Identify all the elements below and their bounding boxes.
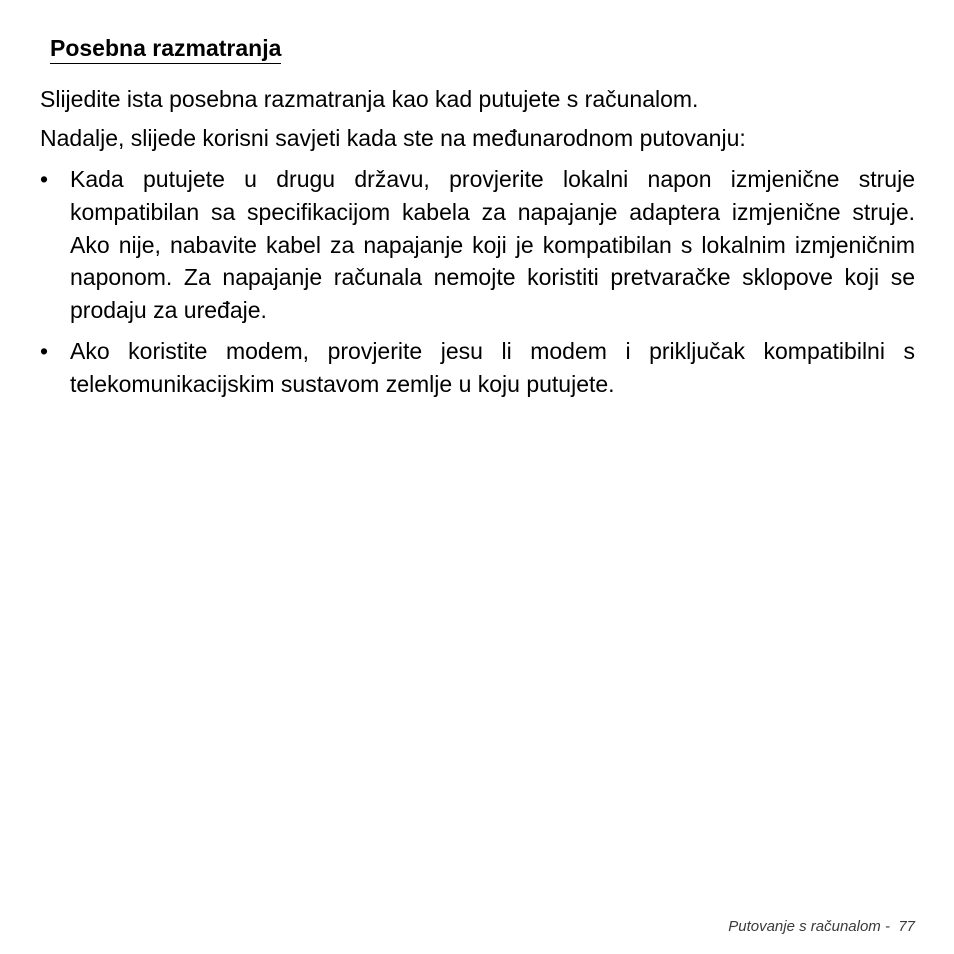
tips-list [40, 163, 915, 409]
page-number: 77 [898, 918, 915, 935]
bullet-icon: • [40, 166, 49, 192]
section-title: Posebna razmatranja [50, 33, 281, 64]
tips-intro-paragraph: Nadalje, slijede korisni savjeti kada ste na međunarodnom putovanju: [40, 125, 746, 151]
bullet-icon: • [40, 337, 49, 364]
page-footer [728, 918, 915, 935]
list-item [40, 335, 915, 401]
footer-chapter: Putovanje s računalom - [728, 918, 895, 935]
list-item-text: Kada putujete u drugu državu, provjerite lokalni napon izmjenične struje kompatibilan sa specifikacijom kabela za napajanje adaptera izmjenične struje. Ako nije, nabavite kabel za napajanje koji je kompatibilan s lokalnim izmjeničnim naponom. Za napajanje računala nemojte koristiti pretvaračke sklopove koji se prodaju za uređaje. [70, 166, 915, 324]
intro-paragraph: Slijedite ista posebna razmatranja kao kad putujete s računalom. [40, 86, 699, 112]
list-item-text: Ako koristite modem, provjerite jesu li modem i priključak kompatibilni s telekomunikacijskim sustavom zemlje u koju putujete. [70, 337, 915, 397]
list-item [40, 163, 915, 327]
